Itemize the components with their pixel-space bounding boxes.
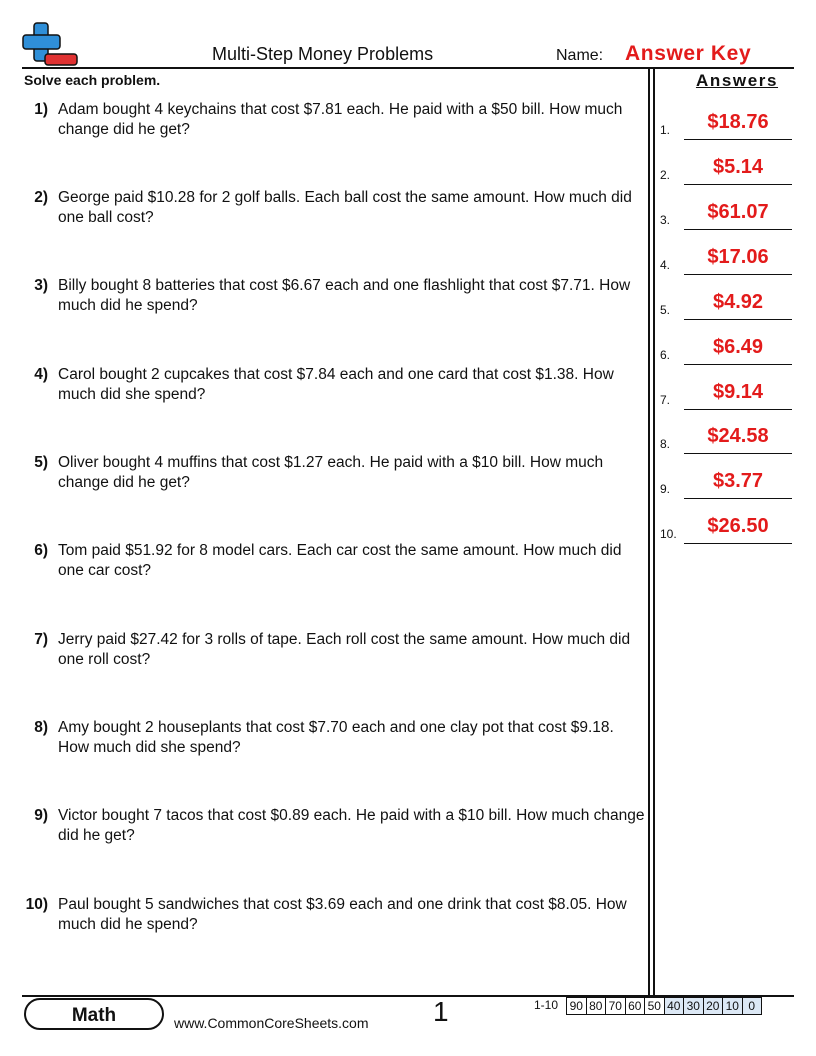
answer-value: $9.14: [712, 381, 764, 403]
answer-line: [684, 184, 792, 185]
question-number: 5): [34, 454, 48, 471]
answer-value: $3.77: [712, 470, 764, 492]
answer-line: [684, 139, 792, 140]
answer-4: [660, 242, 792, 272]
answer-number: 3.: [660, 213, 671, 227]
answers-heading: Answers: [695, 71, 779, 90]
question-number: 6): [34, 542, 48, 559]
answer-value: $6.49: [712, 336, 764, 358]
answer-value: $61.07: [707, 201, 769, 223]
name-value: Answer Key: [625, 42, 752, 65]
question-number: 7): [34, 631, 48, 648]
question-text: Billy bought 8 batteries that cost $6.67 each and one flashlight that cost $7.71. How much did he spend?: [58, 277, 631, 314]
question-text: George paid $10.28 for 2 golf balls. Each ball cost the same amount. How much did one ball cost?: [58, 189, 632, 226]
answer-5: [660, 287, 792, 317]
answer-number: 9.: [660, 482, 671, 496]
question-number: 2): [34, 189, 48, 206]
answer-2: [660, 152, 792, 182]
score-cell: 60: [625, 998, 645, 1014]
answer-number: 10.: [660, 527, 677, 541]
question-text: Paul bought 5 sandwiches that cost $3.69 each and one drink that cost $8.05. How much did he spend?: [58, 896, 627, 933]
score-cell: 90: [569, 999, 583, 1013]
question-number: 3): [34, 277, 48, 294]
question-number: 1): [34, 101, 48, 118]
score-cell: 0: [742, 998, 762, 1014]
instructions: Solve each problem.: [24, 72, 161, 88]
answer-number: 7.: [660, 393, 671, 407]
answer-number: 4.: [660, 258, 671, 272]
score-table: [566, 997, 762, 1015]
site-url: www.CommonCoreSheets.com: [174, 1015, 369, 1031]
question-text: Amy bought 2 houseplants that cost $7.70 each and one clay pot that cost $9.18. How much did she spend?: [58, 719, 614, 756]
question-text: Tom paid $51.92 for 8 model cars. Each car cost the same amount. How much did one car cost?: [58, 542, 622, 579]
answer-1: [660, 107, 792, 137]
answer-number: 8.: [660, 437, 671, 451]
question-text: Victor bought 7 tacos that cost $0.89 each. He paid with a $10 bill. How much change did he get?: [58, 807, 645, 844]
answer-line: [684, 453, 792, 454]
answer-10: [660, 511, 792, 541]
answer-line: [684, 274, 792, 275]
answer-6: [660, 332, 792, 362]
page-number: 1: [433, 996, 449, 1027]
answer-value: $26.50: [707, 515, 769, 537]
question-text: Jerry paid $27.42 for 3 rolls of tape. Each roll cost the same amount. How much did one roll cost?: [58, 631, 631, 668]
subject-badge: Math: [24, 998, 164, 1030]
question-number: 8): [34, 719, 48, 736]
score-cell: 70: [605, 998, 625, 1014]
score-cell: 30: [683, 998, 703, 1014]
header-divider: [22, 67, 794, 69]
answer-8: [660, 421, 792, 451]
answer-line: [684, 229, 792, 230]
score-range-label: 1-10: [534, 998, 559, 1012]
question-number: 10): [25, 896, 48, 913]
column-divider: [653, 67, 655, 996]
question-number: 9): [34, 807, 48, 824]
plus-minus-logo-icon: [22, 20, 80, 68]
answer-line: [684, 498, 792, 499]
answer-number: 6.: [660, 348, 671, 362]
question-number: 4): [34, 366, 48, 383]
answer-number: 2.: [660, 168, 671, 182]
answer-value: $17.06: [707, 246, 769, 268]
answer-value: $4.92: [712, 291, 764, 313]
worksheet-title: Multi-Step Money Problems: [212, 44, 434, 64]
answer-7: [660, 377, 792, 407]
score-cell: 80: [586, 998, 606, 1014]
answer-line: [684, 364, 792, 365]
column-divider: [648, 67, 650, 996]
score-cell: 20: [703, 998, 723, 1014]
question-text: Oliver bought 4 muffins that cost $1.27 each. He paid with a $10 bill. How much change did he get?: [58, 454, 604, 491]
answer-line: [684, 409, 792, 410]
answer-value: $18.76: [707, 111, 769, 133]
answer-3: [660, 197, 792, 227]
score-cell: 50: [644, 998, 664, 1014]
answer-value: $5.14: [712, 156, 764, 178]
name-label: Name:: [556, 47, 604, 64]
answer-line: [684, 319, 792, 320]
answer-number: 5.: [660, 303, 671, 317]
question-text: Adam bought 4 keychains that cost $7.81 each. He paid with a $50 bill. How much change did he get?: [58, 101, 623, 138]
score-cell: 40: [664, 998, 684, 1014]
score-cell: 10: [722, 998, 742, 1014]
question-text: Carol bought 2 cupcakes that cost $7.84 each and one card that cost $1.38. How much did she spend?: [58, 366, 614, 403]
answer-9: [660, 466, 792, 496]
answer-line: [684, 543, 792, 544]
answer-value: $24.58: [707, 425, 769, 447]
answer-number: 1.: [660, 123, 671, 137]
